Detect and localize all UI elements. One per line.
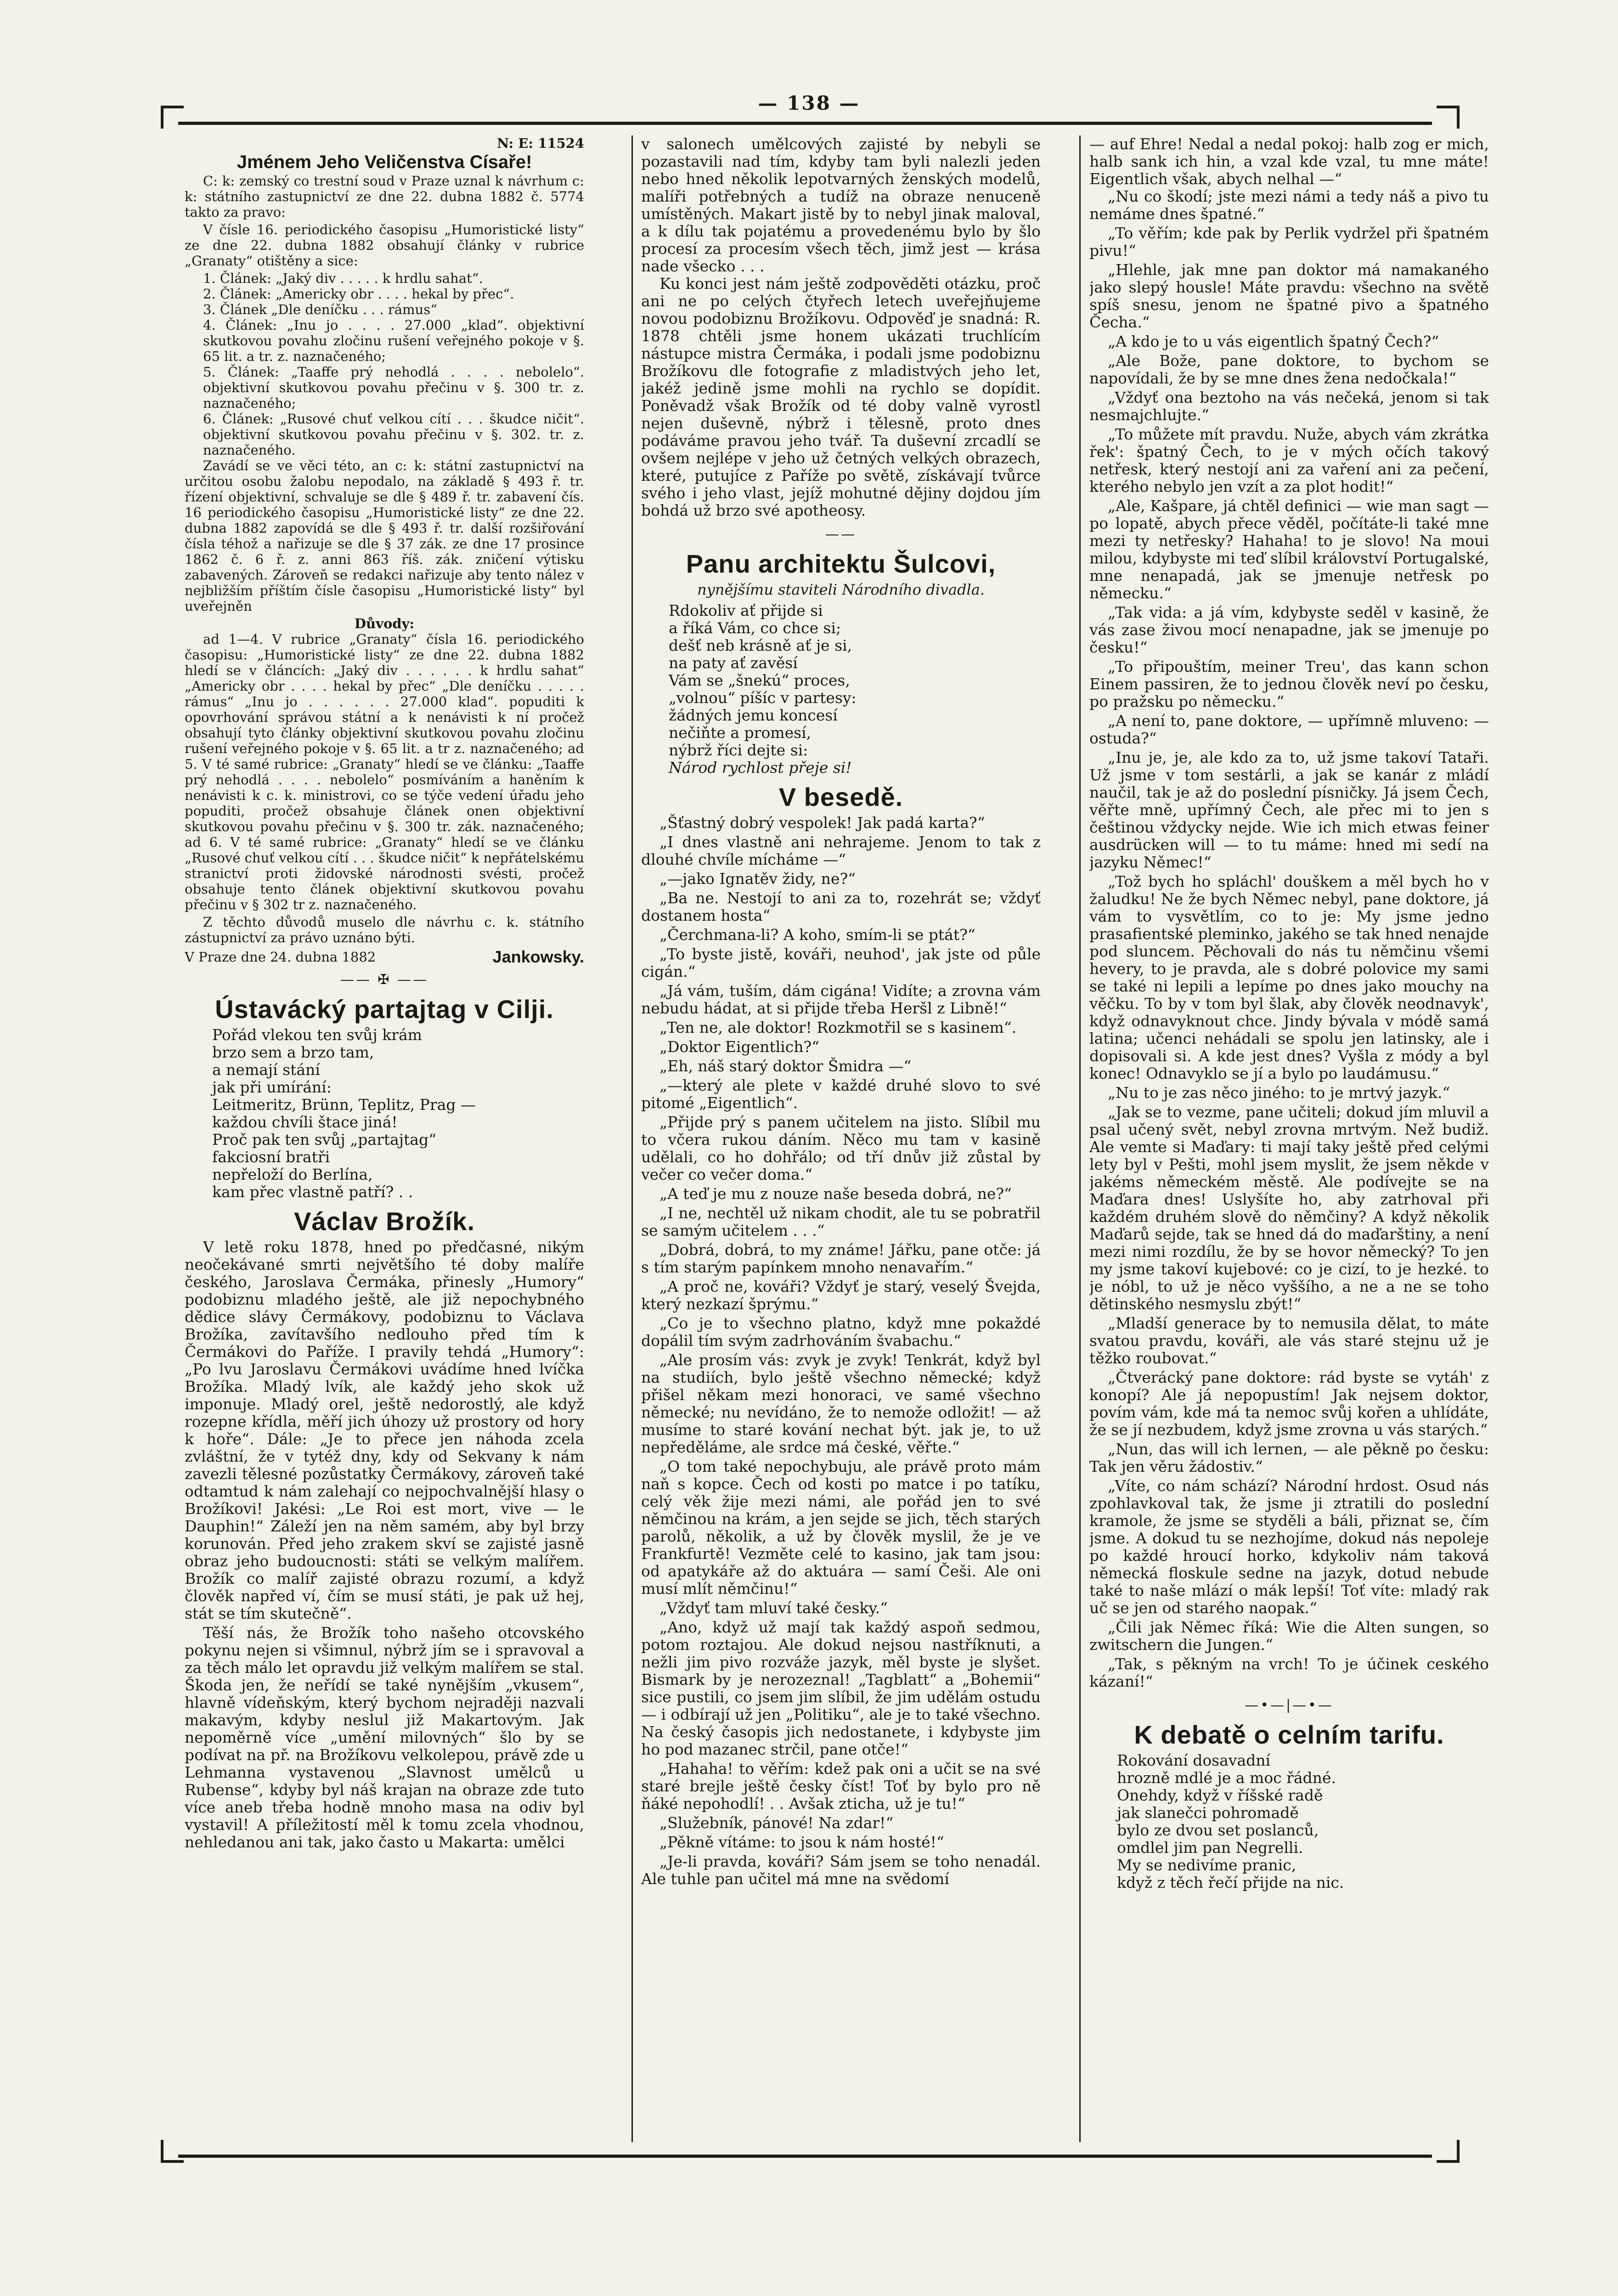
verdict-item: 2. Článek: „Americky obr . . . . hekal by přec“. xyxy=(203,286,514,302)
dialogue-line: „Je-li pravda, kováři? Sám jsem se toho nenadál. Ale tuhle pan učitel má mne na svědomí xyxy=(641,1852,1041,1888)
dateline xyxy=(185,949,584,965)
dialogue-line: „—který ale plete v každé druhé slovo to své pitomé „Eigentlich“. xyxy=(641,1076,1041,1112)
article-paragraph: v salonech umělcových zajisté by nebyli se pozastavili nad tím, kdyby tam byli nalezli jeden nebo hned několik lepotvarných ženských modelů, malíři potřebných a tudíž na obraze nenuceně umístěných. Makart jistě by to nebyl jinak maloval, a k dílu tak pojatému a provedenému bylo by šlo procesí za procesím všech těch, jimž jest — krása nade všecko . . . xyxy=(641,135,1041,275)
poem-line: My se nedivíme pranic, xyxy=(1117,1856,1297,1874)
poem-line: žádných jemu koncesí xyxy=(669,706,838,724)
article-paragraph: V letě roku 1878, hned po předčasné, nikým neočekávané smrti největšího té doby malíře českého, Jaroslava Čermáka, přinesly „Humory“ podobiznu mladého ještě, ale již nepochybného dědice slávy Čermákovy, podobiznu to Václava Brožíka, zavítavšího nedlouho před tím k Čermákovi do Paříže. I pravily tehdá „Humory“: „Po lvu Jaroslavu Čermákovi uvádíme hned lvíčka Brožíka. Mladý lvík, ale každý jeho skok už imponuje. Mladý orel, ještě nedorostlý, ale když rozepne křídla, měří jich úhozy už prostory od hory k hoře“. Dále: „Je to přece jen náhoda zcela zvláštní, že v tytéž dny, kdy od Sekvany k nám zavezli tělesné pozůstatky Čermákovy, zároveň také odtamtud k nám zalehají co nejpochvalnější hlasy o Brožíkovi! Jakési: „Le Roi est mort, vive — le Dauphin!“ Záleží jen na něm samém, aby byl brzy korunován. Před jeho zrakem skví se zajisté jasně obraz jeho budoucnosti: státi se velkým malířem. Brožík co malíř zajisté obrazu rozumí, a když člověk napřed ví, čím se musí státi, je pak už hej, stát se tím skutečně“. xyxy=(185,1238,584,1622)
poem-line: kam přec vlastně patří? . . xyxy=(212,1183,413,1201)
poem-line: Vám se „šnekú“ proces, xyxy=(669,671,850,689)
poem-line: nýbrž říci dejte si: xyxy=(669,741,808,759)
dialogue-line: „To věřím; kde pak by Perlik vydržel při špatném pivu!“ xyxy=(1089,224,1489,259)
frame-corner-ornament xyxy=(161,2140,184,2163)
poem-line: když z těch řečí přijde na nic. xyxy=(1117,1874,1344,1891)
dialogue-line: „Pěkně vítáme: to jsou k nám hosté!“ xyxy=(660,1833,944,1851)
poem-line: Pořád vlekou ten svůj krám xyxy=(212,1026,422,1044)
verdict-paragraph: Zavádí se ve věci této, an c: k: státní zastupnictví na určitou osobu žalobu nepodalo, na základě § 493 ř. tr. řízení objektivní, schvaluje se dle § 489 ř. tr. zabavení čís. 16 periodického časopisu „Humoristické listy“ ze dne 22. dubna 1882 zapovídá se dle § 493 ř. tr. další rozšiřování čísla téhož a nařizuje se dle § 37 zák. ze dne 17 prosince 1862 č. 6 ř. z. anni 863 říš. zák. zničení výtisku zabavených. Zároveň se redakci nařizuje aby tento nález v nejbližším příštím čísle časopisu „Humoristické listy“ byl uveřejněn xyxy=(185,458,584,614)
dialogue-line: „Hlehle, jak mne pan doktor má namakaného jako slepý housle! Máte pravdu: všechno na světě spíš snesu, jenom ne špatné pivo a špatného Čecha.“ xyxy=(1089,261,1489,331)
poem-line: nepřeloží do Berlína, xyxy=(212,1165,373,1183)
dialogue-line: — auf Ehre! Nedal a nedal pokoj: halb zog er mich, halb sank ich hin, a vzal kde vzal, tu mne máte! Eigentlich však, abych nelhal —“ xyxy=(1089,135,1489,188)
poem-title: K debatě o celním tarifu. xyxy=(1134,1720,1444,1749)
poem-line: na paty ať zavěsí xyxy=(669,654,798,672)
article-paragraph: Těší nás, že Brožík toho našeho otcovského pokynu nejen si všimnul, nýbrž jím se i spravoval a za těch málo let opravdu již velkým malířem se stal. Škoda jen, že neřídí se také nynějším „vkusem“, hlavně vídeňským, který bychom nejraději nazvali makavým, kdyby neslul již Makartovým. Jak nepoměrně více „umění milovných“ šlo by se podívat na př. na Brožíkovu velkolepou, právě zde u Lehmanna vystavenou „Slavnost umělců u Rubense“, kdyby byl náš krajan na obraze zde tuto více aneb třeba hodně mnoho masa na odiv byl vystavil! A příležitostí měl k tomu zcela vhodnou, nehledanou ani tak, jako často u Makarta: umělci xyxy=(185,1624,584,1851)
poem-line: jak slanečci pohromadě xyxy=(1117,1804,1299,1822)
court-reference: N: E: 11524 xyxy=(496,135,584,151)
dialogue-line: „I dnes vlastně ani nehrajeme. Jenom to tak z dlouhé chvíle mícháme —“ xyxy=(641,833,1041,868)
dialogue-line: „Já vám, tuším, dám cigána! Vidíte; a zrovna vám nebudu hádat, at si přijde třeba Heršl z Libně!“ xyxy=(641,982,1041,1017)
poem-line: a nemají stání xyxy=(212,1061,320,1079)
dialogue-line: „Šťastný dobrý vespolek! Jak padá karta?“ xyxy=(660,814,985,832)
column-divider xyxy=(631,135,633,2142)
section-separator: —— ✠ —— xyxy=(340,972,429,988)
poem-verse xyxy=(669,602,1041,777)
column-middle xyxy=(641,135,1041,2142)
dialogue-line: „Ale Bože, pane doktore, to bychom se napovídali, že by se mne dnes žena nedočkala!“ xyxy=(1089,352,1489,387)
dialogue-line: „Co je to všechno platno, když mne pokaždé dopálil tím svým zadrhováním švabachu.“ xyxy=(641,1314,1041,1350)
verdict-items xyxy=(185,270,584,458)
poem-title: Panu architektu Šulcovi, xyxy=(686,549,996,578)
dialogue-line: „Čerchmana-li? A koho, smím-li se ptát?“ xyxy=(660,926,975,944)
dialogue-line: „Přijde prý s panem učitelem na jisto. Slíbil mu to včera rukou dáním. Něco mu tam v kasině udělali, co ho dohřálo; od tří dnův již zůstal by večer co večer doma.“ xyxy=(641,1113,1041,1183)
poem-line: a říká Vám, co chce si; xyxy=(669,619,841,637)
dialogue-line: „Ale, Kašpare, já chtěl definici — wie man sagt — po lopatě, abych přece věděl, počítáte-li také mne mezi ty netřesky? Hahaha! to je slovo! Na moui milou, kdybyste mi teď slíbil království Portugalské, mne nenapadá, jak se jmenuje netřesk po německu.“ xyxy=(1089,497,1489,602)
court-heading: Jménem Jeho Veličenstva Císaře! xyxy=(237,152,532,172)
dialogue-line: „Tak, s pěkným na vrch! To je účinek ceského kázaní!“ xyxy=(1089,1655,1489,1690)
dialogue-line: „Eh, náš starý doktor Šmidra —“ xyxy=(660,1057,912,1075)
poem-line: hrozně mdlé je a moc řádné. xyxy=(1117,1769,1336,1787)
dialogue-line: „Vždyť tam mluví také česky.“ xyxy=(660,1599,888,1617)
dialogue-line: „Ba ne. Nestojí to ani za to, rozehrát se; vždyť dostanem hosta“ xyxy=(641,889,1041,924)
poem-line: brzo sem a brzo tam, xyxy=(212,1043,374,1061)
dialogue-line: „—jako Ignatěv židy, ne?“ xyxy=(660,870,856,888)
column-left xyxy=(185,135,584,2142)
verdict-intro: C: k: zemský co trestní soud v Praze uznal k návrhum c: k: státního zastupnictví ze dne 22. dubna 1882 č. 5774 takto za pravo: xyxy=(185,173,584,220)
dialogue-line: „Ten ne, ale doktor! Rozkmotřil se s kasinem“. xyxy=(660,1019,1017,1036)
verdict-conclusion: Z těchto důvodů muselo dle návrhu c. k. státního zástupnictví za právo uznáno býti. xyxy=(185,914,584,945)
dialogue-line: „Inu je, je, ale kdo za to, už jsme takoví Tataři. Už jsme v tom sestárli, a jak se kanár z mládí naučil, tak je až do poslední písničky. Já jsem Čech, věřte mně, upřímný Čech, ale přec mi to jen s češtinou vždycky nejde. Wie ich mich etwas feiner ausdrücken will — to tu máme: hned mi sedí na jazyku Němec!“ xyxy=(1089,748,1489,871)
dialogue-line: „Čtverácký pane doktore: rád byste se vytáh' z konopí? Ale já nepopustím! Jak nejsem doktor, povím vám, kde má ta nemoc svůj kořen a uhlídáte, že se jí nezbudem, když jsme zrovna u vás starých.“ xyxy=(1089,1368,1489,1439)
verdict-item: 6. Článek: „Rusové chuť velkou cítí . . . škudce ničit“. objektivní skutkovou povahu přečinu v §. 302. tr. z. naznačeného. xyxy=(203,411,584,458)
dialogue-line: „Čili jak Němec říká: Wie die Alten sungen, so zwitschern die Jungen.“ xyxy=(1089,1618,1489,1654)
verdict-item: 3. Článek „Dle deníčku . . . rámus“ xyxy=(203,302,437,317)
poem-verse xyxy=(1117,1752,1489,1891)
dialogue-line: „To byste jistě, kováři, neuhod', jak jste od půle cigán.“ xyxy=(641,945,1041,980)
frame-corner-ornament xyxy=(161,106,184,129)
dialogue-line: „Ale prosím vás: zvyk je zvyk! Tenkrát, když byl na studiích, bylo ještě všechno německé; když přišel někam mezi honoraci, ve samé všechno německé; nu nevídáno, že to nemože odložit! — až musíme to staré kování nechat být. jak je, to už nepředěláme, ale srdce má české, věřte.“ xyxy=(641,1351,1041,1456)
poem-line: „volnou“ píšíc v partesy: xyxy=(669,689,857,707)
dialogue-line: „I ne, nechtěl už nikam chodit, ale tu se pobratřil se samým učitelem . . .“ xyxy=(641,1204,1041,1239)
verdict-item: 4. Článek: „Inu jo . . . . 27.000 „klad“. objektivní skutkovou povahu zločinu rušení veřejného pokoje v §. 65 lit. a tr. z. naznačeného; xyxy=(203,317,584,364)
article-paragraph: Ku konci jest nám ještě zodpověděti otázku, proč ani ne po celých čtyřech letech uveřejňujeme novou podobiznu Brožíkovu. Odpověď je snadná: R. 1878 chtěli jsme honem ukázati truchlícím nástupce mistra Čermáka, i podali jsme podobiznu Brožíkovu dle fotografie z mladistvých jeho let, jakéž jedině jsme mohli na rychlo se dopídit. Poněvadž však Brožík od té doby valně vyrostl nejen duševně, nýbrž i tělesně, proto dnes podáváme pravou jeho tvář. Ta duševní zrcadlí se ovšem nejlépe v jeho už četných velkých obrazech, které, putujíce z Paříže po světě, získávají tvůrce svého i jeho vlast, jejíž mohutné dějiny dojdou jím bohdá už brzo své apotheosy. xyxy=(641,275,1041,519)
poem-line: Onehdy, když v říšské radě xyxy=(1117,1786,1323,1804)
section-separator: —— xyxy=(825,526,857,542)
section-separator: —•—|—•— xyxy=(1245,1697,1334,1713)
frame-corner-ornament xyxy=(1437,2140,1460,2163)
dialogue-line: „Hahaha! to věřím: kdež pak oni a učit se na své staré brejle ještě česky číst! Toť by bylo pro ně ňáké nepohodlí! . . Avšak zticha, už je tu!“ xyxy=(641,1760,1041,1812)
poem-line: bylo ze dvou set poslanců, xyxy=(1117,1821,1319,1839)
dialogue-title: V besedě. xyxy=(778,782,903,811)
dialogue-line: „Víte, co nám schází? Národní hrdost. Osud nás zpohlavkoval tak, že jsme ji ztratili do poslední kramole, že jsme se styděli a báli, přiznat se, čím jsme. A dokud tu se nezhojíme, dokud nás nepoleje po každé hroucí horko, kdykoliv nám taková německá floskule sedne na jazyk, dotud nebude také to naše mlází o mák lepší! Toť víte: mladý rak uč se jen od starého naopak.“ xyxy=(1089,1477,1489,1617)
page-number: — 138 — xyxy=(758,92,860,114)
poem-line: Leitmeritz, Brünn, Teplitz, Prag — xyxy=(212,1096,476,1114)
dialogue-line: „O tom také nepochybuju, ale právě proto mám naň s kopce. Čech od kosti po matce i po tatíku, celý věk žije mezi námi, ale pořád jen to své němčinou na krám, a jen sejde se jich, těch starých parolů, několik, a už by člověk myslil, že je ve Frankfurtě! Vezměte celé to kasino, jak tam jsou: od apatykáře až do aktuára — samí Češi. Ale oni musí mlít němčinu!“ xyxy=(641,1458,1041,1598)
verdict-item: 5. Článek: „Taaffe prý nehodlá . . . . nebolelo“. objektivní skutkovou povahu přečinu v §. 300 tr. z. naznačeného; xyxy=(203,364,584,411)
verdict-paragraph: V čísle 16. periodického časopisu „Humoristické listy“ ze dne 22. dubna 1882 obsahují články v rubrice „Granaty“ otištěny a sice: xyxy=(185,222,584,269)
dialogue-line: „Služebník, pánové! Na zdar!“ xyxy=(660,1814,894,1832)
court-verdict xyxy=(185,173,584,965)
verdict-date: V Praze dne 24. dubna 1882 xyxy=(185,949,376,965)
dialogue-line: „A proč ne, kováři? Vždyť je starý, veselý Švejda, který nezkazí šprýmu.“ xyxy=(641,1277,1041,1313)
poem-line: Rdokoliv ať přijde si xyxy=(669,602,823,619)
verdict-item: 1. Článek: „Jaký div . . . . . k hrdlu sahat“. xyxy=(203,270,483,286)
poem-line: nečiňte a promesí, xyxy=(669,724,812,742)
dialogue-line: „Tož bych ho spláchl' douškem a měl bych ho v žaludku! Ne že bych Němec nebyl, pane doktore, já vám to vysvětlím, co to je: My jsme jedno prasafientské pleminko, jakého se tak hned nenajde pod sluncem. Pěchovali do nás tu němčinu všemi hevery, to je pravda, ale s dobré polovice my sami se také ni lepili a lepíme po dnes jako mouchy na věčku. To by v tom byl šlak, aby člověk neodnavyk', když odnavyknout chce. Jindy bývala v módě samá latina; učenci nehádali se spolu jen latinsky, ale i dopisovali si. A kde jest dnes? Vyšla z módy a byl konec! Odnavyklo se jí a bylo po laudámusu.“ xyxy=(1089,872,1489,1082)
dialogue-line: „To můžete mít pravdu. Nuže, abych vám zkrátka řek': špatný Čech, to je v mých očích takový netřesk, který nestojí ani za vaření ani za pečení, kterého nebylo jen vzít a za plot hodit!“ xyxy=(1089,425,1489,495)
poem-verse xyxy=(212,1026,584,1201)
poem-line: Národ rychlost přeje si! xyxy=(669,759,852,777)
dialogue-line: „Nun, das will ich lernen, — ale pěkně po česku: Tak jen věru žádostiv.“ xyxy=(1089,1440,1489,1475)
dialogue-line: „A není to, pane doktore, — upřímně mluveno: — ostuda?“ xyxy=(1089,712,1489,747)
column-divider xyxy=(1079,135,1081,2142)
poem-line: každou chvíli štace jiná! xyxy=(212,1113,398,1131)
dialogue-line: „A teď je mu z nouze naše beseda dobrá, ne?“ xyxy=(660,1185,1012,1203)
signature: Jankowsky. xyxy=(492,947,584,966)
dialogue-line: „A kdo je to u vás eigentlich špatný Čech?“ xyxy=(1108,332,1439,350)
dialogue-line: „Nu co škodí; jste mezi námi a tedy náš a pivo tu nemáme dnes špatné.“ xyxy=(1089,187,1489,223)
frame-corner-ornament xyxy=(1437,106,1460,129)
poem-line: omdlel jim pan Negrelli. xyxy=(1117,1839,1303,1857)
poem-line: Rokování dosavadní xyxy=(1117,1751,1271,1769)
dialogue-line: „Tak vida: a já vím, kdybyste seděl v kasině, že vás zase živou mocí nenapadne, jak se jmenuje po česku!“ xyxy=(1089,603,1489,656)
reasons-heading: Důvody: xyxy=(354,616,415,631)
dialogue-line: „Mladší generace by to nemusila dělat, to máte svatou pravdu, kováři, ale vás staré stejnu už je těžko roubovat.“ xyxy=(1089,1314,1489,1367)
column-right xyxy=(1089,135,1489,2142)
dialogue-line: „Vždyť ona beztoho na vás nečeká, jenom si tak nesmajchlujte.“ xyxy=(1089,388,1489,424)
poem-line: dešť neb krásně ať je si, xyxy=(669,636,852,654)
reasons-text: ad 1—4. V rubrice „Granaty“ čísla 16. periodického časopisu: „Humoristické listy“ ze dne 22. dubna 1882 hledí se v článcích: „Jaký div . . . . . . k hrdlu sahat“ „Americky obr . . . . hekal by přec“ „Dle deníčku . . . . . rámus“ „Inu jo . . . . . . 27.000 klad“. popuditi k opovrhování správou státní a k nenávisti k ní pročež obsahují tyto články objektivní skutkovou povahu zločinu rušení veřejného pokoje v §. 65 lit. a tr z. naznačeného; ad 5. V té samé rubrice: „Granaty“ hledí se ve článku: „Taaffe prý nehodlá . . . . nebolelo“ posmíváním a haněním k nenávisti k c. k. ministrovi, co se týče vedení úřadu jeho popuditi, pročež obsahuje článek onen objektivní skutkovou povahu přečinu v §. 300 tr. zák. naznačeného; ad 6. V té samé rubrice: „Granaty“ hledí se ve článku „Rusové chuť velkou cítí . . . škudce ničit“ k nepřátelskému stranictví proti židovské národnosti svésti, pročež obsahuje tento článek objektivní skutkovou povahu přečinu v § 302 tr z. naznačeného. xyxy=(185,631,584,912)
dialogue-line: „Jak se to vezme, pane učiteli; dokud jím mluvil a psal učený svět, nebyl zrovna mrtvým. Než budiž. Ale vemte si Maďary: ti mají taky ještě před celými lety byl v Pešti, mohl jsem myslit, že jsem někde v jakéms německém městě. Ale podívejte se na Maďara dnes! Uslyšíte ho, aby zatrhoval při každém druhém slově do němčiny? A když několik Maďarů sejde, tak se hned dá do maďarštiny, a není mezi nimi rozdílu, že by se hovor německý? To jen my jsme takoví kujebové: co je cizí, to je hezké. to je nóbl, to už je něco vyššího, a ne a ne se toho dětinského nesmyslu zbýt!“ xyxy=(1089,1103,1489,1313)
poem-line: jak při umírání: xyxy=(212,1078,332,1096)
poem-subtitle: nynějšímu staviteli Národního divadla. xyxy=(697,581,985,598)
poem-title: Ústavácký partajtag v Cilji. xyxy=(215,995,554,1024)
poem-line: Proč pak ten svůj „partajtag“ xyxy=(212,1131,436,1148)
article-title: Václav Brožík. xyxy=(294,1207,475,1236)
poem-line: fakciosní bratři xyxy=(212,1148,330,1166)
dialogue-line: „Ano, když už mají tak každý aspoň sedmou, potom roztajou. Ale dokud nejsou nastříknuti, a nežli jim pivo rozváže jazyk, měl byste je slyšet. Bismark by je nerozeznal! „Tagblatt“ a „Bohemii“ sice pustili, co jsem jim slíbil, že jim udělám ostudu — i odbírají už jen „Politiku“, ale je to také všechno. Na český časopis jich nedostanete, i kdybyste jim ho pod mazanec strčil, pane otče!“ xyxy=(641,1618,1041,1758)
dialogue-line: „To připouštím, meiner Treu', das kann schon Einem passiren, že to jednou člověk neví po česku, po pražsku po německu.“ xyxy=(1089,658,1489,710)
dialogue-line: „Dobrá, dobrá, to my známe! Jářku, pane otče: já s tím starým papínkem mnoho nenavařím.“ xyxy=(641,1241,1041,1276)
dialogue-line: „Nu to je zas něco jiného: to je mrtvý jazyk.“ xyxy=(1108,1084,1450,1102)
dialogue-line: „Doktor Eigentlich?“ xyxy=(660,1038,820,1056)
